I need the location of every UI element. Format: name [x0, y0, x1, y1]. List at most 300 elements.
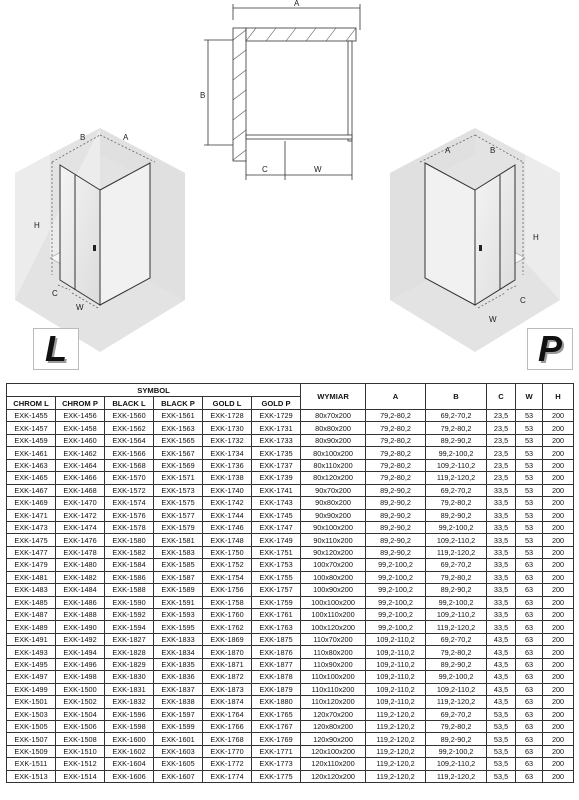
cell-black-p: EXK-1597 [154, 708, 203, 720]
cell-gold-p: EXK-1737 [252, 459, 301, 471]
left-dim-h: H [34, 221, 40, 230]
table-row [7, 646, 574, 658]
table-header-row-1 [7, 384, 574, 397]
left-glass-front [60, 165, 100, 305]
table-row [7, 758, 574, 770]
cell-chrom-p: EXK-1506 [56, 720, 105, 732]
cell-wymiar: 80x80x200 [301, 422, 366, 434]
cell-gold-p: EXK-1761 [252, 609, 301, 621]
cell-black-p: EXK-1571 [154, 472, 203, 484]
cell-wymiar: 120x90x200 [301, 733, 366, 745]
cell-chrom-p: EXK-1510 [56, 745, 105, 757]
cell-black-l: EXK-1828 [105, 646, 154, 658]
cell-w: 63 [516, 658, 543, 670]
table-row [7, 596, 574, 608]
cell-w: 63 [516, 770, 543, 782]
cell-c: 23,5 [487, 459, 516, 471]
cell-chrom-p: EXK-1478 [56, 546, 105, 558]
table-row [7, 559, 574, 571]
cell-black-p: EXK-1577 [154, 509, 203, 521]
cell-black-l: EXK-1564 [105, 434, 154, 446]
cell-a: 119,2-120,2 [366, 733, 426, 745]
cell-wymiar: 100x80x200 [301, 571, 366, 583]
cell-w: 63 [516, 708, 543, 720]
symbol-header: SYMBOL [7, 384, 301, 397]
table-row [7, 497, 574, 509]
table-row [7, 534, 574, 546]
cell-black-p: EXK-1573 [154, 484, 203, 496]
cell-w: 63 [516, 745, 543, 757]
cell-black-l: EXK-1600 [105, 733, 154, 745]
cell-chrom-l: EXK-1485 [7, 596, 56, 608]
cell-c: 23,5 [487, 422, 516, 434]
cell-b: 79,2-80,2 [426, 422, 487, 434]
cell-black-p: EXK-1581 [154, 534, 203, 546]
cell-black-l: EXK-1829 [105, 658, 154, 670]
cell-gold-l: EXK-1754 [203, 571, 252, 583]
cell-h: 200 [543, 708, 574, 720]
cell-gold-l: EXK-1772 [203, 758, 252, 770]
table-row [7, 745, 574, 757]
cell-gold-p: EXK-1757 [252, 584, 301, 596]
cell-black-p: EXK-1565 [154, 434, 203, 446]
cell-wymiar: 90x100x200 [301, 521, 366, 533]
cell-gold-l: EXK-1870 [203, 646, 252, 658]
cell-wymiar: 120x100x200 [301, 745, 366, 757]
cell-black-p: EXK-1835 [154, 658, 203, 670]
cell-a: 89,2-90,2 [366, 497, 426, 509]
cell-h: 200 [543, 671, 574, 683]
cell-chrom-l: EXK-1501 [7, 696, 56, 708]
cell-a: 89,2-90,2 [366, 484, 426, 496]
cell-c: 33,5 [487, 497, 516, 509]
cell-black-l: EXK-1598 [105, 720, 154, 732]
cell-gold-l: EXK-1738 [203, 472, 252, 484]
cell-c: 33,5 [487, 559, 516, 571]
cell-wymiar: 120x80x200 [301, 720, 366, 732]
cell-chrom-l: EXK-1473 [7, 521, 56, 533]
cell-a: 119,2-120,2 [366, 708, 426, 720]
cell-chrom-l: EXK-1499 [7, 683, 56, 695]
cell-black-p: EXK-1833 [154, 633, 203, 645]
cell-w: 53 [516, 509, 543, 521]
cell-wymiar: 90x80x200 [301, 497, 366, 509]
cell-b: 79,2-80,2 [426, 497, 487, 509]
cell-a: 109,2-110,2 [366, 658, 426, 670]
cell-wymiar: 90x110x200 [301, 534, 366, 546]
col-header-wymiar: WYMIAR [301, 384, 366, 410]
cell-chrom-p: EXK-1456 [56, 410, 105, 422]
cell-b: 79,2-80,2 [426, 571, 487, 583]
cell-gold-p: EXK-1759 [252, 596, 301, 608]
cell-b: 89,2-90,2 [426, 584, 487, 596]
left-variant-badge [33, 328, 79, 370]
cell-b: 79,2-80,2 [426, 646, 487, 658]
cell-a: 99,2-100,2 [366, 584, 426, 596]
cell-chrom-p: EXK-1500 [56, 683, 105, 695]
cell-b: 119,2-120,2 [426, 472, 487, 484]
cell-gold-p: EXK-1876 [252, 646, 301, 658]
col-header-a: A [366, 384, 426, 410]
cell-h: 200 [543, 459, 574, 471]
cell-chrom-l: EXK-1489 [7, 621, 56, 633]
cell-a: 79,2-80,2 [366, 410, 426, 422]
cell-w: 53 [516, 472, 543, 484]
cell-b: 99,2-100,2 [426, 745, 487, 757]
col-header-chrom-l: CHROM L [7, 397, 56, 410]
cell-h: 200 [543, 745, 574, 757]
cell-gold-l: EXK-1869 [203, 633, 252, 645]
cell-chrom-l: EXK-1471 [7, 509, 56, 521]
cell-chrom-l: EXK-1509 [7, 745, 56, 757]
cell-wymiar: 100x120x200 [301, 621, 366, 633]
cell-a: 109,2-110,2 [366, 683, 426, 695]
cell-chrom-p: EXK-1474 [56, 521, 105, 533]
cell-a: 89,2-90,2 [366, 534, 426, 546]
cell-chrom-l: EXK-1505 [7, 720, 56, 732]
cell-chrom-l: EXK-1511 [7, 758, 56, 770]
right-glass-front [475, 165, 515, 305]
cell-a: 109,2-110,2 [366, 633, 426, 645]
cell-c: 33,5 [487, 571, 516, 583]
cell-w: 53 [516, 534, 543, 546]
cell-b: 89,2-90,2 [426, 434, 487, 446]
col-header-c: C [487, 384, 516, 410]
cell-gold-p: EXK-1773 [252, 758, 301, 770]
product-spec-table [6, 383, 574, 783]
table-row [7, 584, 574, 596]
cell-chrom-l: EXK-1483 [7, 584, 56, 596]
cell-w: 53 [516, 422, 543, 434]
cell-c: 33,5 [487, 509, 516, 521]
cell-gold-p: EXK-1879 [252, 683, 301, 695]
cell-b: 89,2-90,2 [426, 658, 487, 670]
cell-black-l: EXK-1588 [105, 584, 154, 596]
cell-wymiar: 80x110x200 [301, 459, 366, 471]
cell-gold-l: EXK-1752 [203, 559, 252, 571]
col-header-black-l: BLACK L [105, 397, 154, 410]
cell-a: 89,2-90,2 [366, 509, 426, 521]
cell-black-p: EXK-1569 [154, 459, 203, 471]
cell-h: 200 [543, 546, 574, 558]
cell-gold-p: EXK-1878 [252, 671, 301, 683]
cell-black-l: EXK-1604 [105, 758, 154, 770]
cell-c: 53,5 [487, 733, 516, 745]
cell-wymiar: 120x110x200 [301, 758, 366, 770]
cell-gold-p: EXK-1749 [252, 534, 301, 546]
cell-chrom-p: EXK-1482 [56, 571, 105, 583]
cell-w: 53 [516, 434, 543, 446]
table-row [7, 671, 574, 683]
cell-h: 200 [543, 609, 574, 621]
cell-h: 200 [543, 621, 574, 633]
cell-b: 109,2-110,2 [426, 683, 487, 695]
cell-chrom-p: EXK-1496 [56, 658, 105, 670]
table-body [7, 410, 574, 783]
cell-h: 200 [543, 509, 574, 521]
cell-h: 200 [543, 584, 574, 596]
cell-chrom-p: EXK-1492 [56, 633, 105, 645]
cell-gold-l: EXK-1732 [203, 434, 252, 446]
cell-w: 53 [516, 484, 543, 496]
table-row [7, 683, 574, 695]
cell-gold-p: EXK-1751 [252, 546, 301, 558]
cell-black-l: EXK-1572 [105, 484, 154, 496]
cell-c: 33,5 [487, 609, 516, 621]
cell-w: 63 [516, 720, 543, 732]
cell-chrom-p: EXK-1476 [56, 534, 105, 546]
cell-chrom-p: EXK-1464 [56, 459, 105, 471]
cell-gold-p: EXK-1733 [252, 434, 301, 446]
cell-black-l: EXK-1590 [105, 596, 154, 608]
col-header-w: W [516, 384, 543, 410]
cell-wymiar: 100x70x200 [301, 559, 366, 571]
cell-gold-l: EXK-1764 [203, 708, 252, 720]
cell-chrom-l: EXK-1495 [7, 658, 56, 670]
cell-c: 23,5 [487, 434, 516, 446]
cell-b: 119,2-120,2 [426, 696, 487, 708]
cell-w: 63 [516, 696, 543, 708]
cell-chrom-p: EXK-1472 [56, 509, 105, 521]
cell-w: 63 [516, 559, 543, 571]
cell-gold-l: EXK-1871 [203, 658, 252, 670]
cell-gold-p: EXK-1771 [252, 745, 301, 757]
cell-wymiar: 110x100x200 [301, 671, 366, 683]
cell-chrom-l: EXK-1503 [7, 708, 56, 720]
cell-h: 200 [543, 422, 574, 434]
cell-b: 89,2-90,2 [426, 509, 487, 521]
table-row [7, 733, 574, 745]
cell-b: 89,2-90,2 [426, 733, 487, 745]
cell-chrom-l: EXK-1493 [7, 646, 56, 658]
cell-black-p: EXK-1603 [154, 745, 203, 757]
cell-w: 63 [516, 609, 543, 621]
plan-wall-left [233, 28, 246, 161]
cell-gold-p: EXK-1739 [252, 472, 301, 484]
cell-chrom-p: EXK-1514 [56, 770, 105, 782]
plan-view [200, 0, 360, 180]
cell-gold-p: EXK-1875 [252, 633, 301, 645]
cell-gold-p: EXK-1767 [252, 720, 301, 732]
cell-a: 109,2-110,2 [366, 671, 426, 683]
cell-gold-p: EXK-1735 [252, 447, 301, 459]
cell-w: 63 [516, 584, 543, 596]
cell-c: 23,5 [487, 472, 516, 484]
right-dim-c: C [520, 296, 526, 305]
cell-chrom-p: EXK-1480 [56, 559, 105, 571]
cell-black-p: EXK-1579 [154, 521, 203, 533]
cell-black-p: EXK-1583 [154, 546, 203, 558]
cell-chrom-l: EXK-1469 [7, 497, 56, 509]
cell-wymiar: 100x110x200 [301, 609, 366, 621]
diagram-area [0, 0, 579, 378]
cell-h: 200 [543, 484, 574, 496]
col-header-gold-p: GOLD P [252, 397, 301, 410]
cell-black-p: EXK-1593 [154, 609, 203, 621]
left-dim-w: W [76, 303, 84, 312]
cell-a: 89,2-90,2 [366, 521, 426, 533]
cell-b: 99,2-100,2 [426, 447, 487, 459]
cell-black-l: EXK-1602 [105, 745, 154, 757]
cell-w: 63 [516, 571, 543, 583]
cell-w: 53 [516, 410, 543, 422]
cell-wymiar: 100x100x200 [301, 596, 366, 608]
cell-wymiar: 80x100x200 [301, 447, 366, 459]
cell-b: 119,2-120,2 [426, 546, 487, 558]
plan-dim-a: A [294, 0, 300, 8]
cell-chrom-p: EXK-1466 [56, 472, 105, 484]
cell-c: 33,5 [487, 584, 516, 596]
cell-w: 63 [516, 596, 543, 608]
cell-wymiar: 80x120x200 [301, 472, 366, 484]
cell-chrom-l: EXK-1459 [7, 434, 56, 446]
cell-b: 109,2-110,2 [426, 534, 487, 546]
cell-chrom-p: EXK-1470 [56, 497, 105, 509]
cell-wymiar: 90x90x200 [301, 509, 366, 521]
cell-c: 53,5 [487, 758, 516, 770]
cell-h: 200 [543, 534, 574, 546]
cell-black-p: EXK-1595 [154, 621, 203, 633]
cell-wymiar: 110x80x200 [301, 646, 366, 658]
cell-wymiar: 90x70x200 [301, 484, 366, 496]
cell-chrom-l: EXK-1479 [7, 559, 56, 571]
cell-chrom-p: EXK-1458 [56, 422, 105, 434]
cell-b: 69,2-70,2 [426, 708, 487, 720]
left-shower-iso-view [0, 0, 579, 378]
cell-a: 109,2-110,2 [366, 696, 426, 708]
cell-c: 33,5 [487, 546, 516, 558]
cell-w: 53 [516, 497, 543, 509]
cell-h: 200 [543, 758, 574, 770]
cell-black-l: EXK-1584 [105, 559, 154, 571]
cell-chrom-l: EXK-1481 [7, 571, 56, 583]
cell-gold-p: EXK-1745 [252, 509, 301, 521]
right-dim-b: B [490, 146, 496, 155]
cell-chrom-l: EXK-1507 [7, 733, 56, 745]
cell-chrom-p: EXK-1468 [56, 484, 105, 496]
cell-h: 200 [543, 559, 574, 571]
plan-dim-w: W [314, 165, 322, 174]
cell-black-p: EXK-1563 [154, 422, 203, 434]
cell-black-l: EXK-1576 [105, 509, 154, 521]
plan-wall-top [246, 28, 356, 41]
cell-gold-l: EXK-1874 [203, 696, 252, 708]
cell-wymiar: 120x120x200 [301, 770, 366, 782]
cell-chrom-l: EXK-1513 [7, 770, 56, 782]
cell-gold-l: EXK-1760 [203, 609, 252, 621]
cell-h: 200 [543, 410, 574, 422]
cell-a: 79,2-80,2 [366, 459, 426, 471]
cell-h: 200 [543, 596, 574, 608]
cell-gold-p: EXK-1731 [252, 422, 301, 434]
cell-a: 119,2-120,2 [366, 745, 426, 757]
cell-black-p: EXK-1601 [154, 733, 203, 745]
cell-black-l: EXK-1831 [105, 683, 154, 695]
cell-black-p: EXK-1589 [154, 584, 203, 596]
cell-chrom-p: EXK-1490 [56, 621, 105, 633]
cell-black-l: EXK-1562 [105, 422, 154, 434]
cell-black-l: EXK-1832 [105, 696, 154, 708]
cell-a: 79,2-80,2 [366, 434, 426, 446]
cell-a: 89,2-90,2 [366, 546, 426, 558]
cell-c: 43,5 [487, 671, 516, 683]
cell-chrom-p: EXK-1494 [56, 646, 105, 658]
cell-a: 79,2-80,2 [366, 447, 426, 459]
cell-chrom-p: EXK-1502 [56, 696, 105, 708]
cell-c: 43,5 [487, 696, 516, 708]
cell-gold-l: EXK-1756 [203, 584, 252, 596]
cell-h: 200 [543, 720, 574, 732]
cell-w: 63 [516, 646, 543, 658]
cell-h: 200 [543, 733, 574, 745]
cell-b: 69,2-70,2 [426, 633, 487, 645]
cell-black-l: EXK-1582 [105, 546, 154, 558]
cell-gold-p: EXK-1747 [252, 521, 301, 533]
cell-b: 99,2-100,2 [426, 521, 487, 533]
cell-c: 33,5 [487, 621, 516, 633]
cell-black-l: EXK-1566 [105, 447, 154, 459]
col-header-h: H [543, 384, 574, 410]
plan-dim-c: C [262, 165, 268, 174]
cell-w: 63 [516, 633, 543, 645]
table-row [7, 571, 574, 583]
cell-black-l: EXK-1606 [105, 770, 154, 782]
cell-gold-l: EXK-1748 [203, 534, 252, 546]
cell-gold-l: EXK-1770 [203, 745, 252, 757]
cell-b: 79,2-80,2 [426, 720, 487, 732]
left-dim-a: A [123, 133, 129, 142]
cell-h: 200 [543, 434, 574, 446]
cell-gold-l: EXK-1734 [203, 447, 252, 459]
cell-b: 69,2-70,2 [426, 410, 487, 422]
cell-w: 63 [516, 758, 543, 770]
cell-wymiar: 80x70x200 [301, 410, 366, 422]
table-row [7, 509, 574, 521]
cell-gold-l: EXK-1766 [203, 720, 252, 732]
cell-gold-l: EXK-1872 [203, 671, 252, 683]
cell-a: 99,2-100,2 [366, 621, 426, 633]
cell-black-l: EXK-1574 [105, 497, 154, 509]
cell-black-l: EXK-1827 [105, 633, 154, 645]
table-row [7, 609, 574, 621]
cell-gold-p: EXK-1763 [252, 621, 301, 633]
cell-black-p: EXK-1561 [154, 410, 203, 422]
cell-chrom-p: EXK-1488 [56, 609, 105, 621]
cell-chrom-l: EXK-1487 [7, 609, 56, 621]
cell-c: 53,5 [487, 720, 516, 732]
cell-c: 33,5 [487, 596, 516, 608]
cell-gold-l: EXK-1730 [203, 422, 252, 434]
right-variant-badge [527, 328, 573, 370]
cell-black-p: EXK-1599 [154, 720, 203, 732]
left-variant-letter: L [45, 328, 67, 369]
cell-gold-p: EXK-1743 [252, 497, 301, 509]
cell-h: 200 [543, 770, 574, 782]
cell-gold-l: EXK-1750 [203, 546, 252, 558]
cell-black-p: EXK-1605 [154, 758, 203, 770]
cell-b: 119,2-120,2 [426, 621, 487, 633]
cell-gold-p: EXK-1741 [252, 484, 301, 496]
cell-wymiar: 110x110x200 [301, 683, 366, 695]
cell-b: 109,2-110,2 [426, 758, 487, 770]
cell-gold-l: EXK-1728 [203, 410, 252, 422]
cell-a: 79,2-80,2 [366, 422, 426, 434]
cell-black-p: EXK-1838 [154, 696, 203, 708]
cell-chrom-l: EXK-1457 [7, 422, 56, 434]
table-row [7, 770, 574, 782]
cell-wymiar: 110x70x200 [301, 633, 366, 645]
cell-w: 63 [516, 733, 543, 745]
